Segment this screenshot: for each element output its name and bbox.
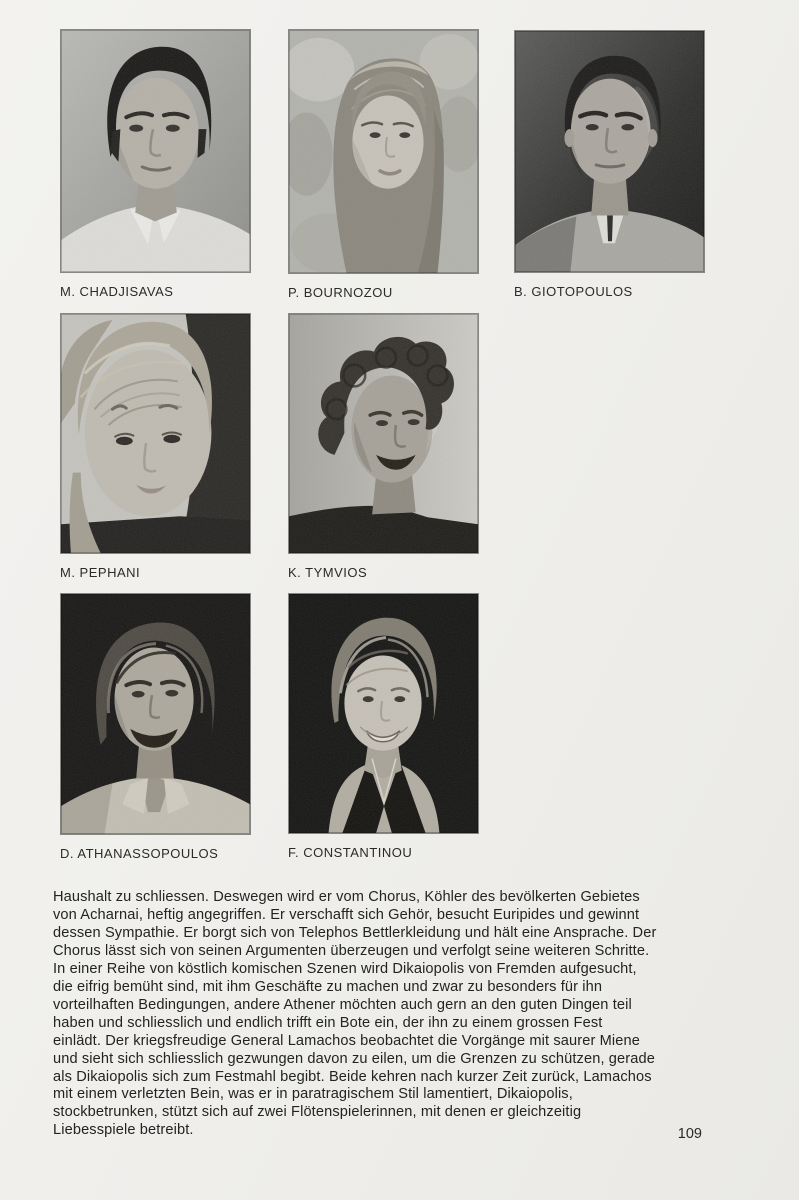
portrait-caption: M. PEPHANI bbox=[60, 565, 141, 580]
portrait-photo-bournozou bbox=[288, 29, 479, 274]
portrait-figure-bournozou bbox=[288, 29, 479, 300]
portrait-photo-athanassopoulos bbox=[60, 593, 251, 835]
text-line: stockbetrunken, stützt sich auf zwei Flötenspielerinnen, mit denen er gleichzeitig bbox=[53, 1104, 582, 1121]
portrait-illustration bbox=[61, 594, 250, 834]
portrait-figure-constantinou bbox=[288, 593, 479, 860]
portrait-illustration bbox=[61, 30, 250, 272]
portrait-photo-chadjisavas bbox=[60, 29, 251, 273]
portrait-caption: M. CHADJISAVAS bbox=[60, 284, 174, 299]
text-line: einlädt. Der kriegsfreudige General Lamachos beobachtet die Vorgänge mit saurer Miene bbox=[53, 1032, 640, 1049]
text-line: und sieht sich schliesslich gezwungen davon zu eilen, um die Grenzen zu schützen, gerade bbox=[53, 1050, 655, 1067]
text-line: dessen Sympathie. Er borgt sich von Telephos Bettlerkleidung und hält eine Ansprache. Der bbox=[53, 924, 657, 941]
portrait-photo-constantinou bbox=[288, 593, 479, 834]
portrait-caption: F. CONSTANTINOU bbox=[288, 845, 413, 860]
portrait-caption: B. GIOTOPOULOS bbox=[514, 284, 633, 299]
synopsis-paragraph bbox=[53, 889, 753, 1140]
portrait-illustration bbox=[61, 314, 250, 553]
text-line: vorteilhaften Bedingungen, andere Athener möchten auch gern an den guten Dingen teil bbox=[53, 996, 632, 1013]
portrait-illustration bbox=[289, 30, 478, 273]
portrait-figure-tymvios bbox=[288, 313, 479, 580]
text-line: Haushalt zu schliessen. Deswegen wird er vom Chorus, Köhler des bevölkerten Gebietes bbox=[53, 889, 640, 905]
portrait-figure-pephani bbox=[60, 313, 251, 580]
text-line: die eifrig bemüht sind, mit ihm Geschäfte zu machen und zwar zu besonders für ihn bbox=[53, 978, 603, 995]
portrait-illustration bbox=[515, 31, 704, 272]
portrait-figure-giotopoulos bbox=[514, 30, 705, 299]
text-line: Chorus lässt sich von seinen Argumenten überzeugen und verfolgt seine weiteren Schritte. bbox=[53, 942, 650, 959]
page-number: 109 bbox=[677, 1126, 702, 1142]
portrait-figure-athanassopoulos bbox=[60, 593, 251, 861]
text-line: In einer Reihe von köstlich komischen Szenen wird Dikaiopolis von Fremden aufgesucht, bbox=[53, 960, 637, 977]
portrait-caption: D. ATHANASSOPOULOS bbox=[60, 846, 219, 861]
portrait-figure-chadjisavas bbox=[60, 29, 251, 299]
portrait-photo-giotopoulos bbox=[514, 30, 705, 273]
text-line: Liebesspiele betreibt. bbox=[53, 1122, 194, 1139]
text-line: mit einem verletzten Bein, was er in paratragischem Stil lamentiert, Dikaiopolis, bbox=[53, 1086, 573, 1103]
portrait-photo-pephani bbox=[60, 313, 251, 554]
text-line: von Acharnai, heftig angegriffen. Er verschafft sich Gehör, besucht Euripides und gewinnt bbox=[53, 906, 640, 923]
portrait-illustration bbox=[289, 314, 478, 553]
portrait-caption: P. BOURNOZOU bbox=[288, 285, 393, 300]
text-line: haben und schliesslich und endlich trifft ein Bote ein, der ihn zu einem grossen Fest bbox=[53, 1014, 603, 1031]
portrait-illustration bbox=[289, 594, 478, 833]
portrait-photo-tymvios bbox=[288, 313, 479, 554]
portrait-caption: K. TYMVIOS bbox=[288, 565, 368, 580]
text-line: als Dikaiopolis sich zum Festmahl begibt. Beide kehren nach kurzer Zeit zurück, Lamachos bbox=[53, 1068, 652, 1085]
